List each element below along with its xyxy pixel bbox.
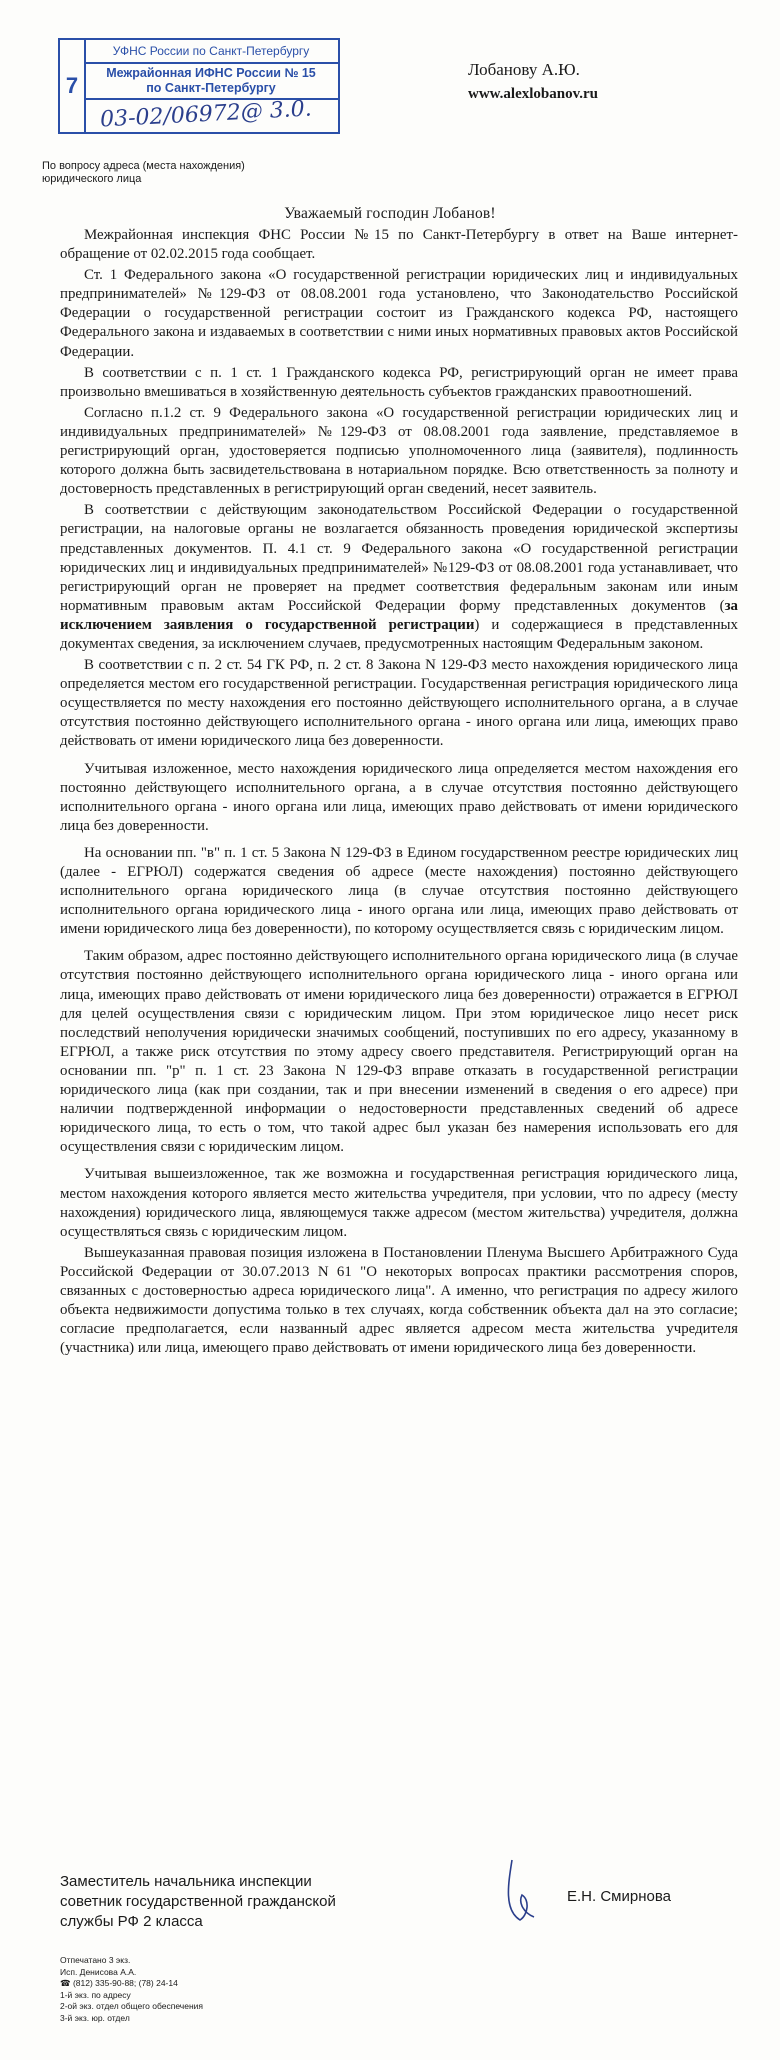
footer-executor: Исп. Денисова А.А. [60,1966,137,1977]
stamp-number: 7 [60,40,86,132]
addressee-name: Лобанову А.Ю. [468,60,580,79]
handwritten-signature-icon [500,1855,540,1925]
paragraph-location: В соответствии с п. 2 ст. 54 ГК РФ, п. 2 ст. 8 Закона N 129-ФЗ место нахождения юридического лица определяется местом его государственной регистрации. Государственная регистрация юридического лица осуществляется по месту нахождения его постоянно действующего исполнительного органа, а в случае отсутствия постоянно действующего исполнительного органа - иного органа или лица, имеющих право действовать от имени юридического лица без доверенности. [60,657,738,750]
addressee-block [468,58,598,106]
greeting: Уважаемый господин Лобанов! [284,205,496,222]
paragraph-application: Согласно п.1.2 ст. 9 Федерального закона «О государственной регистрации юридических лиц и индивидуальных предпринимателей» №129-ФЗ от 08.08.2001 года заявление, представляемое в регистрирующий орган, удостоверяется подписью уполномоченного лица (заявителя), подлинность которого должна быть засвидетельствована в нотариальном порядке. Всю ответственность за полноту и достоверность представленных в регистрирующий орган сведений, несет заявитель. [60,404,738,498]
paragraph-intro: Межрайонная инспекция ФНС России №15 по Санкт-Петербургу в ответ на Ваше интернет-обращение от 02.02.2015 года сообщает. [60,227,738,263]
footer-copy-3: 3-й экз. юр. отдел [60,2012,130,2023]
footer-phone: ☎ (812) 335-90-88; (78) 24-14 [60,1978,178,1988]
signature-position-2: советник государственной гражданской [60,1893,336,1910]
stamp-inspection-name: Межрайонная ИФНС России № 15 [106,66,316,80]
stamp-handwritten-number: 03-02/06972@ 3.0. [99,96,313,133]
stamp-inspection [84,66,338,96]
paragraph-expertise [60,501,738,654]
addressee-website: www.alexlobanov.ru [468,86,599,102]
paragraph-location-summary: Учитывая изложенное, место нахождения юридического лица определяется местом нахождения его постоянно действующего исполнительного органа, а в случае отсутствия постоянно действующего исполнительного органа - иного органа или лица, имеющих право действовать от имени юридического лица без доверенности. [60,760,738,834]
signature-position-1: Заместитель начальника инспекции [60,1873,312,1890]
footer-notes [60,1955,203,2024]
signer-name: Е.Н. Смирнова [567,1888,671,1905]
paragraph-expertise-text-end: ) и содержащиеся в представленных документах сведения, за исключением случаев, предусмотренных настоящим Федеральным законом. [60,616,738,652]
signature-position-3: службы РФ 2 класса [60,1913,203,1930]
stamp-authority: УФНС России по Санкт-Петербургу [84,40,338,64]
paragraph-plenum: Вышеуказанная правовая позиция изложена в Постановлении Пленума Высшего Арбитражного Суда Российской Федерации от 30.07.2013 N 61 "О некоторых вопросах практики рассмотрения споров, связанных с достоверностью адреса юридического лица". А именно, что регистрация по адресу жилого объекта недвижимости допустима только в тех случаях, когда собственник объекта дал на это согласие; согласие предполагается, если названный адрес является адресом места жительства учредителя (участника) или лица, имеющего право действовать от имени юридического лица без доверенности. [60,1244,738,1357]
registration-stamp [58,38,340,134]
letter-subject: По вопросу адреса (места нахождения) юридического лица [42,160,245,185]
footer-copy-2: 2-ой экз. отдел общего обеспечения [60,2001,203,2011]
footer-copies: Отпечатано 3 экз. [60,1955,131,1965]
signature-block [60,1872,336,1932]
paragraph-egrul: На основании пп. "в" п. 1 ст. 5 Закона N 129-ФЗ в Едином государственном реестре юридических лиц (далее - ЕГРЮЛ) содержатся сведения об адресе (месте нахождения) постоянно действующего исполнительного органа юридического лица (в случае отсутствия постоянно действующего исполнительного органа юридического лица - иного органа или лица, имеющих право действовать от имени юридического лица без доверенности), по которому осуществляется связь с юридическим лицом. [60,844,738,938]
footer-copy-1: 1-й экз. по адресу [60,1989,131,2000]
stamp-inspection-city: по Санкт-Петербургу [146,81,276,95]
paragraph-address-purpose: Таким образом, адрес постоянно действующего исполнительного органа юридического лица (в случае отсутствия постоянно действующего исполнительного органа юридического лица - иного органа или лица, имеющих право действовать от имени юридического лица без доверенности) отражается в ЕГРЮЛ для целей осуществления связи с юридическим лицом. При этом юридическое лицо несет риск последствий неполучения юридически значимых сообщений, поступивших по его адресу, указанному в ЕГРЮЛ, а также риск отсутствия по этому адресу своего представителя. Регистрирующий орган на основании пп. "р" п. 1 ст. 23 Закона N 129-ФЗ вправе отказать в государственной регистрации юридического лица (как при создании, так и при внесении изменений в сведения о его адресе) при наличии подтвержденной информации о недостоверности представленных сведений об адресе юридического лица, то есть о том, что такой адрес был указан без намерения использовать его для осуществления связи с юридическим лицом. [60,948,738,1156]
paragraph-law-art1: Ст. 1 Федерального закона «О государственной регистрации юридических лиц и индивидуальных предпринимателей» №129-ФЗ от 08.08.2001 года установлено, что Законодательство Российской Федерации о государственной регистрации состоит из Гражданского кодекса РФ, настоящего Федерального закона и издаваемых в соответствии с ними иных нормативных правовых актов Российской Федерации. [60,267,738,360]
letter-body [60,226,738,1360]
paragraph-founder-residence: Учитывая вышеизложенное, так же возможна и государственная регистрация юридического лица, местом нахождения которого является место жительства учредителя, при условии, что по адресу (месту нахождения) юридического лица, являющемуся также адресом (местом жительства) учредителя, должна осуществляться связь с юридическим лицом. [60,1166,738,1240]
paragraph-civil-code: В соответствии с п. 1 ст. 1 Гражданского кодекса РФ, регистрирующий орган не имеет права произвольно вмешиваться в хозяйственную деятельность субъектов гражданских правоотношений. [60,364,738,400]
paragraph-expertise-bold: за исключением заявления о государственной регистрации [60,597,738,633]
paragraph-expertise-text: В соответствии с действующим законодательством Российской Федерации о государственной регистрации, на налоговые органы не возлагается обязанность проведения юридической экспертизы представленных документов. П. 4.1 ст. 9 Федерального закона «О государственной регистрации юридических лиц и индивидуальных предпринимателей» №129-ФЗ от 08.08.2001 года устанавливает, что регистрирующий орган не проверяет на предмет соответствия федеральным законам или иным нормативным правовым актам Российской Федерации форму представленных документов ( [60,502,738,614]
